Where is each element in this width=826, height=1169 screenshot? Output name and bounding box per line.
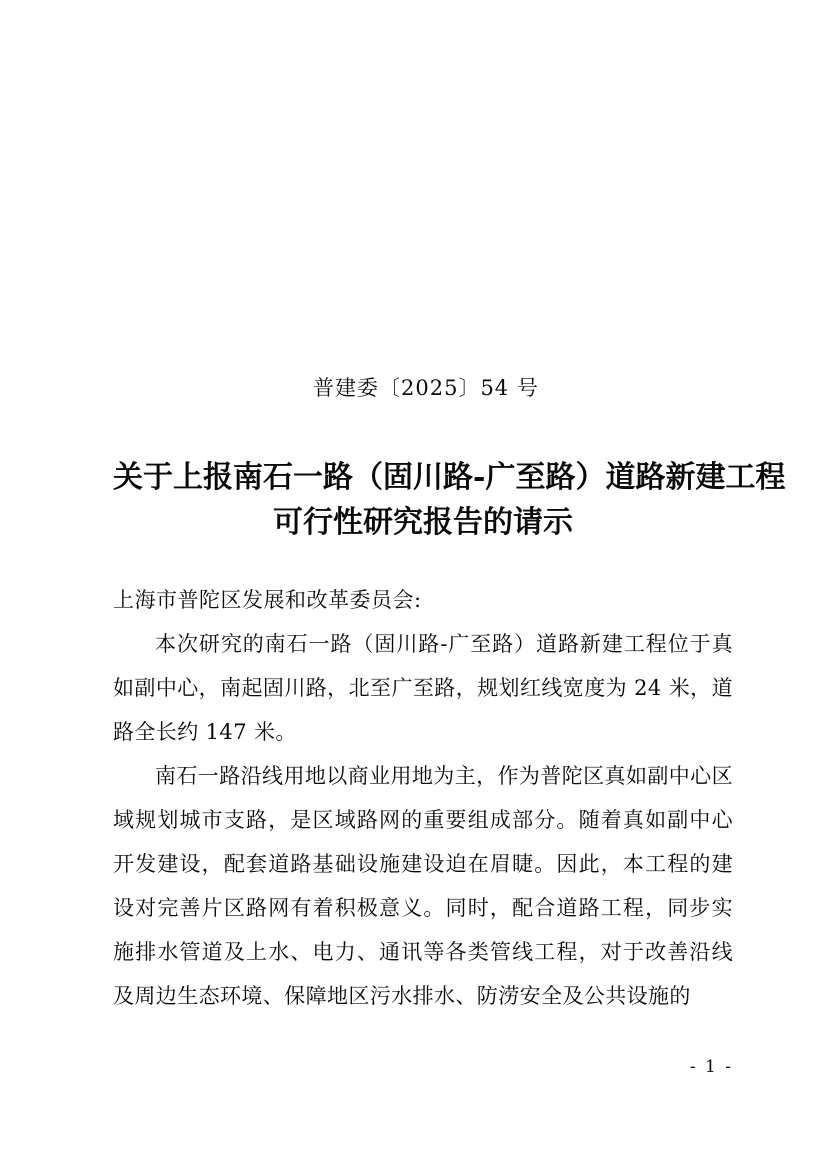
body-paragraph-2: 南石一路沿线用地以商业用地为主，作为普陀区真如副中心区域规划城市支路，是区域路网的重要组成部分。随着真如副中心开发建设，配套道路基础设施建设迫在眉睫。因此，本工程的建设对完善片区路网有着积极意义。同时，配合道路工程，同步实施排水管道及上水、电力、通讯等各类管线工程，对于改善沿线及周边生态环境、保障地区污水排水、防涝安全及公共设施的: [113, 764, 733, 1008]
title-line-1: 关于上报南石一路（固川路-广至路）道路新建工程: [113, 460, 786, 495]
salutation: 上海市普陀区发展和改革委员会:: [113, 588, 422, 612]
body-paragraph-1: 本次研究的南石一路（固川路-广至路）道路新建工程位于真如副中心，南起固川路，北至广至路，规划红线宽度为 24 米，道路全长约 147 米。: [113, 632, 733, 744]
document-title: [113, 455, 786, 545]
document-body: [113, 578, 733, 1018]
page-number: - 1 -: [689, 1057, 733, 1077]
title-line-2: 可行性研究报告的请示: [273, 505, 573, 540]
page-content: [113, 0, 786, 1169]
document-number: 普建委〔2025〕54 号: [313, 376, 539, 400]
